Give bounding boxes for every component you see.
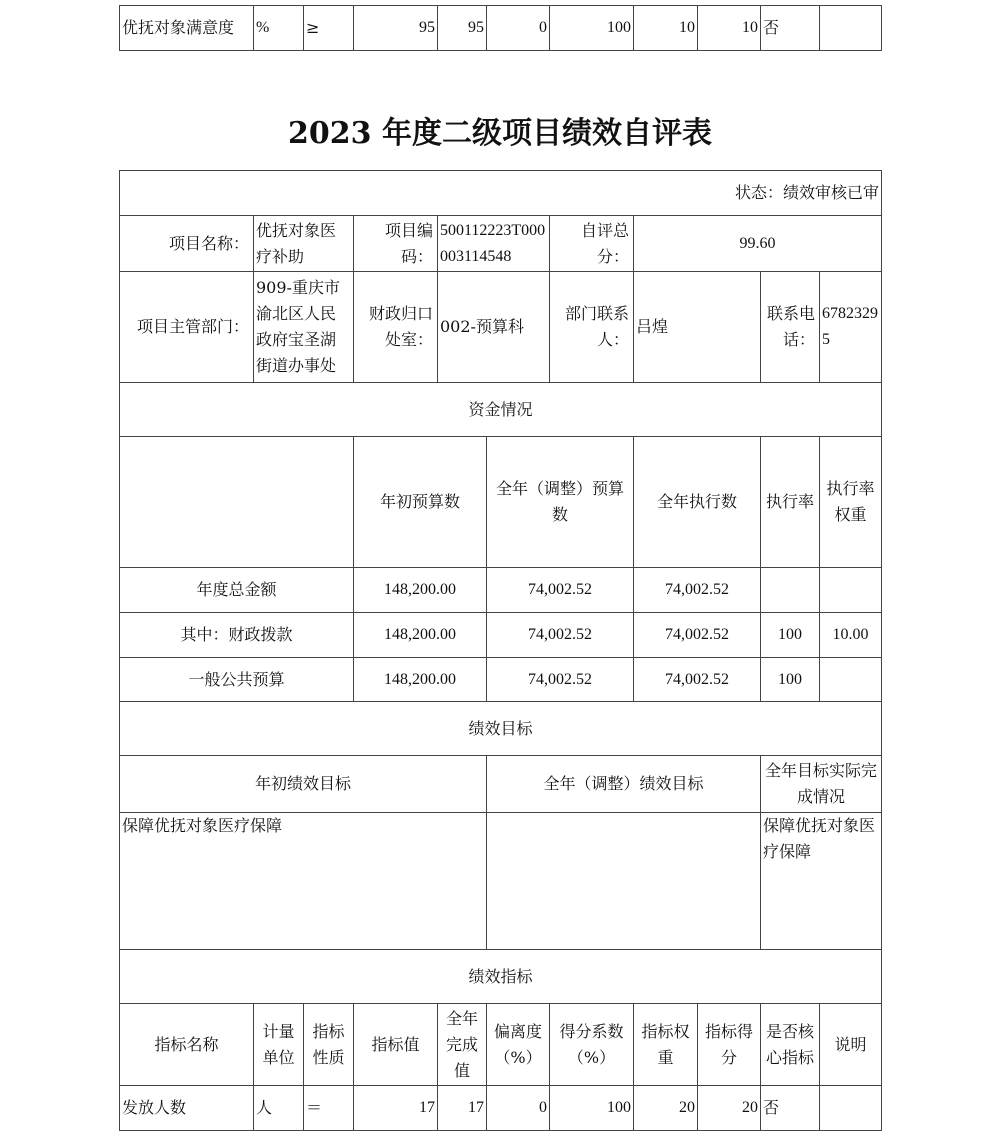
dept-label: 项目主管部门：: [120, 272, 254, 383]
ind-header-coef: 得分系数（%）: [550, 1004, 634, 1086]
indicator-score: 10: [698, 6, 761, 51]
indicators-section-title: 绩效指标: [120, 950, 882, 1004]
indicator-deviation: 0: [487, 6, 550, 51]
table-row: [120, 1086, 882, 1131]
indicator-name: 优抚对象满意度: [120, 6, 254, 51]
funds-rate-weight-value: [820, 658, 882, 702]
ind-header-nature: 指标性质: [304, 1004, 354, 1086]
project-name-label: 项目名称：: [120, 216, 254, 272]
funds-initial-value: 148,200.00: [354, 658, 487, 702]
table-row: [120, 568, 882, 613]
ind-header-target: 指标值: [354, 1004, 438, 1086]
indicator-core: 否: [761, 6, 820, 51]
funds-row-label: 其中：财政拨款: [120, 613, 354, 658]
funds-executed-value: 74,002.52: [634, 613, 761, 658]
funds-header-adjusted: 全年（调整）预算数: [487, 437, 634, 568]
top-indicator-table: [119, 5, 882, 51]
funds-header-executed: 全年执行数: [634, 437, 761, 568]
indicator-target: 95: [354, 6, 438, 51]
page-title: 2023 年度二级项目绩效自评表: [288, 116, 712, 151]
indicator-unit: 人: [254, 1086, 304, 1131]
phone-value: 67823295: [820, 272, 882, 383]
self-score-label: 自评总分：: [550, 216, 634, 272]
table-row: [120, 613, 882, 658]
phone-label: 联系电话：: [761, 272, 820, 383]
funds-adjusted-value: 74,002.52: [487, 658, 634, 702]
funds-adjusted-value: 74,002.52: [487, 613, 634, 658]
goals-initial-value: 保障优抚对象医疗保障: [120, 813, 487, 950]
funds-section-title: 资金情况: [120, 383, 882, 437]
funds-header-rate-weight: 执行率权重: [820, 437, 882, 568]
table-row: [120, 658, 882, 702]
indicator-note: [820, 6, 882, 51]
goals-actual-value: 保障优抚对象医疗保障: [761, 813, 882, 950]
evaluation-table: [119, 170, 882, 1131]
funds-row-label: 一般公共预算: [120, 658, 354, 702]
indicator-weight: 20: [634, 1086, 698, 1131]
funds-executed-value: 74,002.52: [634, 568, 761, 613]
ind-header-note: 说明: [820, 1004, 882, 1086]
project-code-label: 项目编码：: [354, 216, 438, 272]
indicator-score: 20: [698, 1086, 761, 1131]
goals-header-initial: 年初绩效目标: [120, 756, 487, 813]
ind-header-name: 指标名称: [120, 1004, 254, 1086]
funds-initial-value: 148,200.00: [354, 613, 487, 658]
goals-header-actual: 全年目标实际完成情况: [761, 756, 882, 813]
funds-executed-value: 74,002.52: [634, 658, 761, 702]
indicator-nature: ≥: [304, 6, 354, 51]
ind-header-deviation: 偏离度（%）: [487, 1004, 550, 1086]
funds-row-label: 年度总金额: [120, 568, 354, 613]
funds-rate-value: 100: [761, 613, 820, 658]
funds-initial-value: 148,200.00: [354, 568, 487, 613]
ind-header-score: 指标得分: [698, 1004, 761, 1086]
finance-office-label: 财政归口处室：: [354, 272, 438, 383]
indicator-target: 17: [354, 1086, 438, 1131]
indicator-note: [820, 1086, 882, 1131]
indicator-nature: ＝: [304, 1086, 354, 1131]
goals-header-adjusted: 全年（调整）绩效目标: [487, 756, 761, 813]
ind-header-unit: 计量单位: [254, 1004, 304, 1086]
goals-section-title: 绩效目标: [120, 702, 882, 756]
self-score-value: 99.60: [634, 216, 882, 272]
funds-rate-weight-value: 10.00: [820, 613, 882, 658]
table-row: [120, 6, 882, 51]
status-text: 状态：绩效审核已审: [120, 171, 882, 216]
contact-label: 部门联系人：: [550, 272, 634, 383]
indicator-core: 否: [761, 1086, 820, 1131]
dept-value: 909-重庆市渝北区人民政府宝圣湖街道办事处: [254, 272, 354, 383]
goals-adjusted-value: [487, 813, 761, 950]
funds-rate-value: 100: [761, 658, 820, 702]
indicator-coef: 100: [550, 6, 634, 51]
indicator-name: 发放人数: [120, 1086, 254, 1131]
funds-adjusted-value: 74,002.52: [487, 568, 634, 613]
indicator-deviation: 0: [487, 1086, 550, 1131]
indicator-unit: %: [254, 6, 304, 51]
indicator-weight: 10: [634, 6, 698, 51]
funds-rate-value: [761, 568, 820, 613]
indicator-actual: 95: [438, 6, 487, 51]
contact-value: 吕煌: [634, 272, 761, 383]
indicator-actual: 17: [438, 1086, 487, 1131]
finance-office-value: 002-预算科: [438, 272, 550, 383]
indicator-coef: 100: [550, 1086, 634, 1131]
ind-header-actual: 全年完成值: [438, 1004, 487, 1086]
funds-header-blank: [120, 437, 354, 568]
funds-header-initial: 年初预算数: [354, 437, 487, 568]
funds-header-rate: 执行率: [761, 437, 820, 568]
funds-rate-weight-value: [820, 568, 882, 613]
ind-header-core: 是否核心指标: [761, 1004, 820, 1086]
project-code-value: 500112223T000003114548: [438, 216, 550, 272]
ind-header-weight: 指标权重: [634, 1004, 698, 1086]
project-name-value: 优抚对象医疗补助: [254, 216, 354, 272]
